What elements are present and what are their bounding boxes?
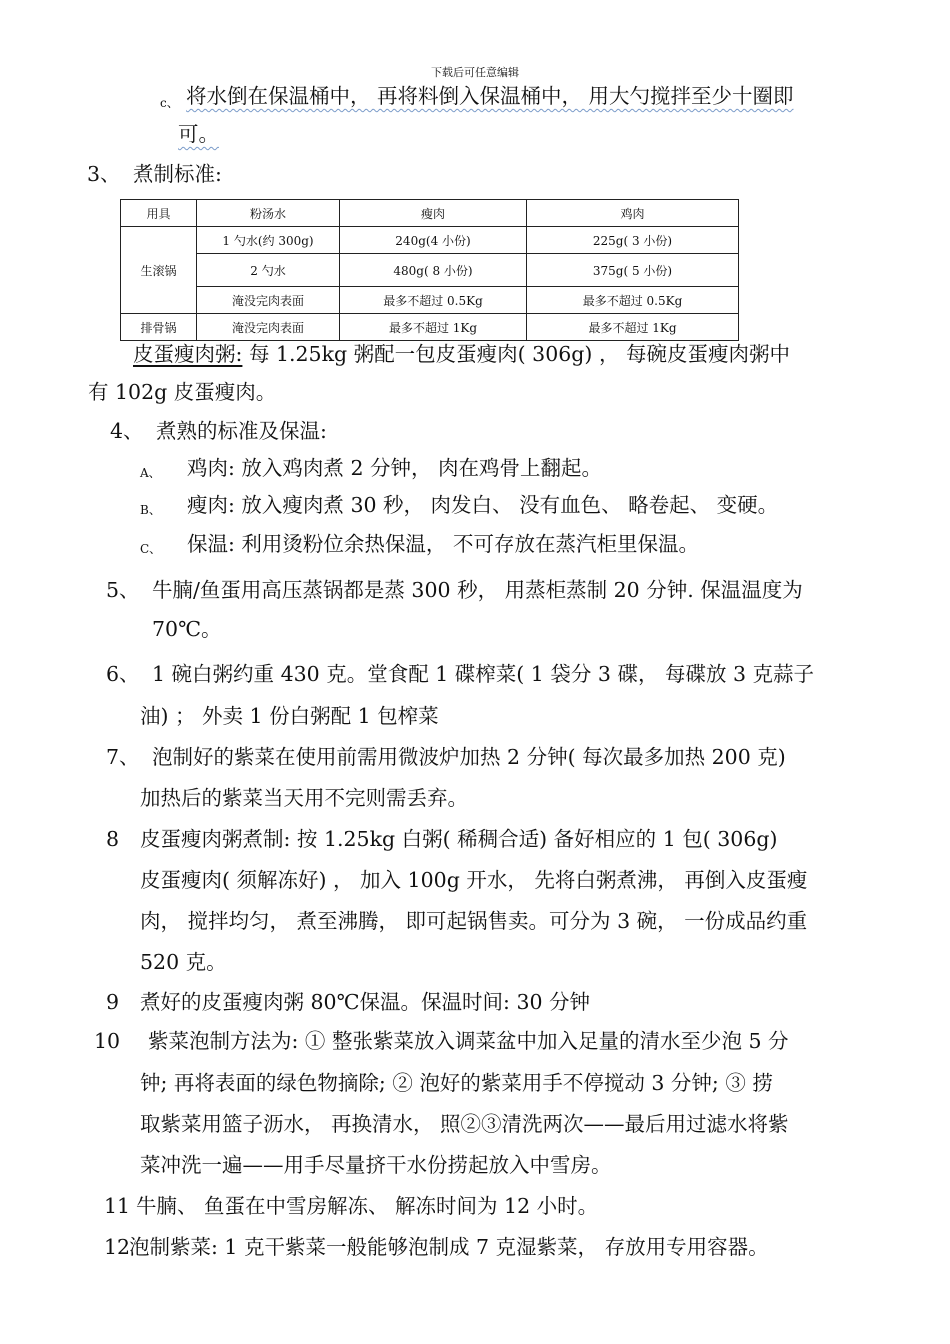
paragraph-line: 皮蛋瘦肉( 须解冻好) ， 加入 100g 开水， 先将白粥煮沸， 再倒入皮蛋瘦	[140, 868, 808, 892]
list-item-text: 瘦肉: 放入瘦肉煮 30 秒， 肉发白、 没有血色、 略卷起、 变硬。	[187, 493, 779, 517]
section-number: 8	[106, 827, 120, 851]
section-number: 6、	[106, 662, 140, 686]
congee-note-line	[133, 344, 790, 365]
item-marker: c、	[160, 96, 179, 110]
item-marker: C、	[140, 542, 162, 556]
paragraph-line: 煮好的皮蛋瘦肉粥 80℃保温。保温时间: 30 分钟	[140, 990, 591, 1014]
table-row	[121, 254, 739, 287]
paragraph-line: 泡制好的紫菜在使用前需用微波炉加热 2 分钟( 每次最多加热 200 克)	[152, 745, 786, 769]
paragraph-line: 520 克。	[140, 950, 227, 974]
section-number: 11	[104, 1194, 131, 1218]
table-cell: 2 勺水	[197, 254, 340, 287]
paragraph-line: 皮蛋瘦肉粥煮制: 按 1.25kg 白粥( 稀稠合适) 备好相应的 1 包( 306g)	[140, 827, 778, 851]
paragraph-line: 取紫菜用篮子沥水， 再换清水， 照②③清洗两次——最后用过滤水将紫	[140, 1112, 789, 1136]
paragraph-line: 牛腩/鱼蛋用高压蒸锅都是蒸 300 秒， 用蒸柜蒸制 20 分钟. 保温温度为	[152, 578, 803, 602]
table-cell: 淹没完肉表面	[197, 287, 340, 314]
table-cell: 最多不超过 1Kg	[340, 314, 527, 341]
section-number: 12	[104, 1235, 131, 1259]
table-cell: 淹没完肉表面	[197, 314, 340, 341]
table-row	[121, 314, 739, 341]
table-group-label: 生滚锅	[121, 227, 197, 314]
paragraph-line: 泡制紫菜: 1 克干紫菜一般能够泡制成 7 克湿紫菜， 存放用专用容器。	[129, 1235, 769, 1259]
list-item-text: 鸡肉: 放入鸡肉煮 2 分钟， 肉在鸡骨上翻起。	[187, 456, 603, 480]
paragraph-line: 菜冲洗一遍——用手尽量挤干水份捞起放入中雪房。	[140, 1153, 612, 1177]
table-header-row	[121, 200, 739, 227]
item-marker: A、	[140, 466, 161, 480]
paragraph-line: 肉， 搅拌均匀， 煮至沸腾， 即可起锅售卖。可分为 3 碗， 一份成品约重	[140, 909, 808, 933]
section-number: 10	[94, 1029, 121, 1053]
paragraph-line: 牛腩、 鱼蛋在中雪房解冻、 解冻时间为 12 小时。	[136, 1194, 599, 1218]
paragraph-line: 有 102g 皮蛋瘦肉。	[88, 380, 277, 404]
table-group-label: 排骨锅	[121, 314, 197, 341]
table-header-cell: 瘦肉	[340, 200, 527, 227]
table-row	[121, 227, 739, 254]
section-number: 9	[106, 990, 120, 1014]
table-cell: 480g( 8 小份)	[340, 254, 527, 287]
paragraph-line: 1 碗白粥约重 430 克。堂食配 1 碟榨菜( 1 袋分 3 碟， 每碟放 3 克蒜子	[152, 662, 815, 686]
table-cell: 225g( 3 小份)	[527, 227, 739, 254]
table-cell: 最多不超过 1Kg	[527, 314, 739, 341]
table-cell: 最多不超过 0.5Kg	[527, 287, 739, 314]
section-number: 4、	[110, 419, 144, 443]
table-row	[121, 287, 739, 314]
item-marker: B、	[140, 503, 161, 517]
table-cell: 最多不超过 0.5Kg	[340, 287, 527, 314]
paragraph-line: 加热后的紫菜当天用不完则需丢弃。	[140, 786, 468, 810]
paragraph-line: 70℃。	[152, 617, 222, 641]
table-header-cell: 粉汤水	[197, 200, 340, 227]
paragraph-line: 可。	[178, 122, 219, 146]
section-number: 7、	[106, 745, 140, 769]
header-note: 下载后可任意编辑	[431, 66, 519, 79]
paragraph-line: 钟; 再将表面的绿色物摘除; ② 泡好的紫菜用手不停搅动 3 分钟; ③ 捞	[140, 1071, 773, 1095]
section-title: 煮制标准:	[133, 162, 222, 186]
section-number: 3、	[87, 162, 121, 186]
paragraph-line: 油) ； 外卖 1 份白粥配 1 包榨菜	[140, 704, 439, 728]
table-cell: 1 勺水(约 300g)	[197, 227, 340, 254]
section-number: 5、	[106, 578, 140, 602]
table-cell: 375g( 5 小份)	[527, 254, 739, 287]
paragraph-line: 将水倒在保温桶中， 再将料倒入保温桶中， 用大勺搅拌至少十圈即	[186, 84, 794, 108]
cooking-standard-table	[120, 199, 739, 341]
table-cell: 240g(4 小份)	[340, 227, 527, 254]
table-header-cell: 用具	[121, 200, 197, 227]
table-header-cell: 鸡肉	[527, 200, 739, 227]
congee-note-text: 每 1.25kg 粥配一包皮蛋瘦肉( 306g) ， 每碗皮蛋瘦肉粥中	[242, 342, 790, 366]
section-title: 煮熟的标准及保温:	[156, 419, 327, 443]
list-item-text: 保温: 利用烫粉位余热保温， 不可存放在蒸汽柜里保温。	[187, 532, 699, 556]
congee-note-label: 皮蛋瘦肉粥:	[133, 342, 243, 366]
paragraph-line: 紫菜泡制方法为: ① 整张紫菜放入调菜盆中加入足量的清水至少泡 5 分	[148, 1029, 789, 1053]
